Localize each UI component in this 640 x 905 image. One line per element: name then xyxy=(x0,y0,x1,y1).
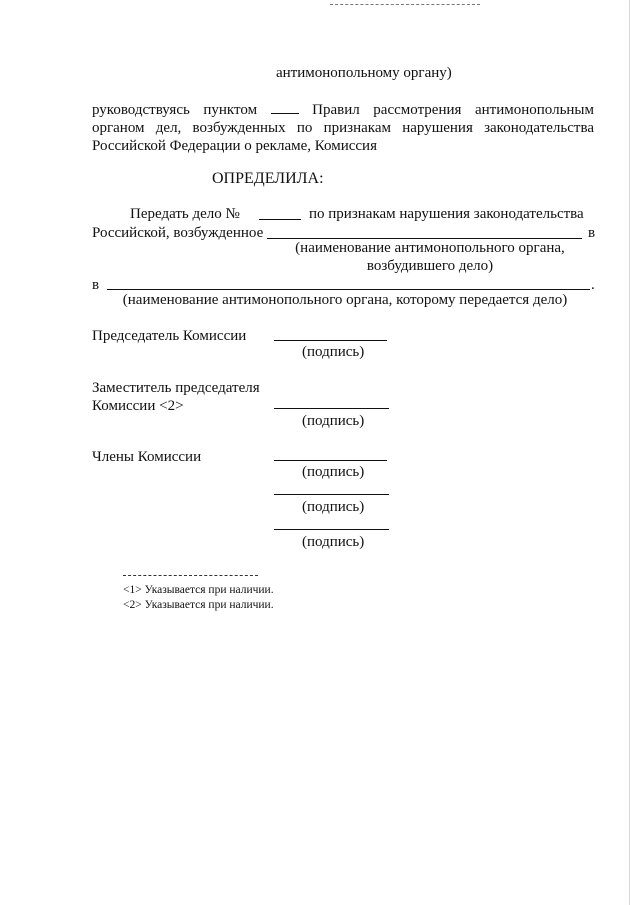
deputy-signature-caption: (подпись) xyxy=(302,413,365,429)
hint-initiating-authority-2: возбудившего дело) xyxy=(366,258,494,274)
case-number-blank xyxy=(259,219,301,220)
chairman-signature-caption: (подпись) xyxy=(302,344,365,360)
members-label: Члены Комиссии xyxy=(92,449,202,465)
point-number-blank xyxy=(271,101,299,114)
decision-line-3-start: в xyxy=(92,277,100,293)
guided-line-1-end: Правил рассмотрения антимонопольным xyxy=(312,102,595,118)
receiving-authority-blank xyxy=(107,289,590,290)
footnote-1: <1> Указывается при наличии. xyxy=(123,584,274,596)
deputy-label-line-2: Комиссии <2> xyxy=(92,398,184,414)
guided-line-2: органом дел, возбужденных по признакам нарушения законодательства xyxy=(92,120,594,136)
member-3-signature-line xyxy=(274,529,389,530)
chairman-label: Председатель Комиссии xyxy=(92,328,247,344)
intro-tail: антимонопольному органу) xyxy=(276,65,452,81)
deputy-signature-line xyxy=(274,408,389,409)
hint-initiating-authority-1: (наименование антимонопольного органа, xyxy=(295,240,565,256)
decision-heading: ОПРЕДЕЛИЛА: xyxy=(212,170,324,187)
member-2-signature-caption: (подпись) xyxy=(302,499,365,515)
member-3-signature-caption: (подпись) xyxy=(302,534,365,550)
top-dashed-rule xyxy=(330,4,480,5)
member-1-signature-line xyxy=(274,460,387,461)
hint-receiving-authority: (наименование антимонопольного органа, которому передается дело) xyxy=(122,292,568,308)
guided-line-1 xyxy=(92,101,594,119)
decision-line-2-start: Российской, возбужденное xyxy=(92,225,264,241)
page-edge xyxy=(629,0,630,905)
decision-line-3-end: . xyxy=(591,277,595,293)
guided-paragraph xyxy=(92,101,594,155)
footnote-2: <2> Указывается при наличии. xyxy=(123,599,274,611)
guided-line-3: Российской Федерации о рекламе, Комиссия xyxy=(92,138,377,154)
decision-line-2-end: в xyxy=(588,225,596,241)
decision-line-1-end: по признакам нарушения законодательства xyxy=(309,206,584,222)
chairman-signature-line xyxy=(274,340,387,341)
deputy-label-line-1: Заместитель председателя xyxy=(92,380,260,396)
guided-line-1-start: руководствуясь пунктом xyxy=(92,102,258,118)
member-1-signature-caption: (подпись) xyxy=(302,464,365,480)
footnote-separator xyxy=(123,575,258,576)
decision-line-1-start: Передать дело № xyxy=(130,206,240,222)
member-2-signature-line xyxy=(274,494,389,495)
